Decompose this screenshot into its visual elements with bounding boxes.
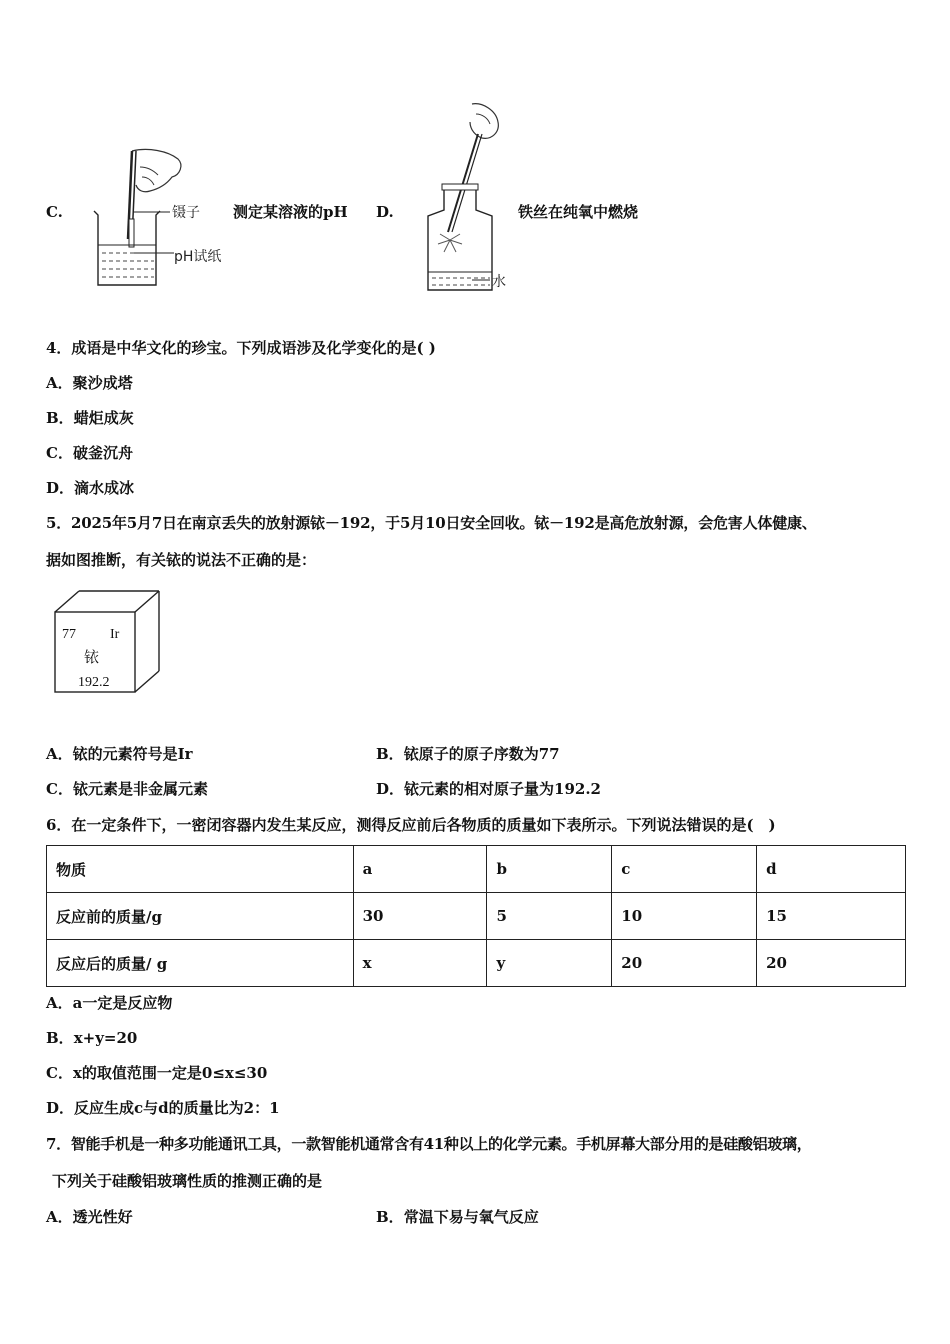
tweezers-label: 镊子	[172, 205, 200, 221]
q5-option-a: A．铱的元素符号是Ir	[46, 745, 193, 763]
table-cell: 反应后的质量/ g	[47, 940, 354, 987]
q5-option-d: D．铱元素的相对原子量为192.2	[376, 780, 601, 798]
table-header-cell: c	[612, 846, 757, 893]
q5-stem-line1: 5．2025年5月7日在南京丢失的放射源铱－192，于5月10日安全回收。铱－192是高危放射源，会危害人体健康、	[46, 514, 817, 532]
table-row	[47, 940, 906, 987]
water-label: 水	[492, 274, 506, 290]
table-header-cell: d	[757, 846, 906, 893]
q6-option-c: C．x的取值范围一定是0≤x≤30	[46, 1064, 268, 1082]
q6-option-a: A．a一定是反应物	[46, 994, 173, 1012]
q6-option-d: D．反应生成c与d的质量比为2：1	[46, 1099, 280, 1117]
table-cell: y	[487, 940, 612, 987]
q7-option-a: A．透光性好	[46, 1208, 133, 1226]
q6-stem: 6．在一定条件下，一密闭容器内发生某反应，测得反应前后各物质的质量如下表所示。下列说法错误的是( )	[46, 816, 776, 834]
q5-option-b: B．铱原子的原子序数为77	[376, 745, 560, 763]
q7-stem-line2: 下列关于硅酸铝玻璃性质的推测正确的是	[52, 1172, 323, 1190]
table-header-cell: 物质	[47, 846, 354, 893]
q4-option-b: B．蜡炬成灰	[46, 409, 134, 427]
q4-option-c: C．破釜沉舟	[46, 444, 133, 462]
table-cell: 30	[353, 893, 487, 940]
ph-paper-label: pH试纸	[174, 249, 222, 265]
ph-test-figure	[88, 145, 238, 290]
table-row	[47, 893, 906, 940]
q5-option-c: C．铱元素是非金属元素	[46, 780, 208, 798]
table-cell: 20	[757, 940, 906, 987]
q5-stem-line2: 据如图推断，有关铱的说法不正确的是：	[46, 551, 317, 569]
element-name: 铱	[84, 648, 100, 666]
q4-stem: 4．成语是中华文化的珍宝。下列成语涉及化学变化的是( )	[46, 339, 436, 357]
q3-option-d-label: D.	[376, 203, 394, 221]
table-cell: 10	[612, 893, 757, 940]
table-cell: 15	[757, 893, 906, 940]
iron-burning-figure	[420, 100, 520, 295]
element-mass: 192.2	[78, 675, 110, 690]
q4-option-d: D．滴水成冰	[46, 479, 135, 497]
table-cell: 20	[612, 940, 757, 987]
element-symbol: Ir	[110, 627, 120, 642]
q7-stem-line1: 7．智能手机是一种多功能通讯工具，一款智能机通常含有41种以上的化学元素。手机屏幕大部分用的是硅酸铝玻璃，	[46, 1135, 812, 1153]
table-header-cell: b	[487, 846, 612, 893]
q3-option-c-label: C.	[46, 203, 63, 221]
q6-option-b: B．x+y=20	[46, 1029, 138, 1047]
table-header-row	[47, 846, 906, 893]
q7-option-b: B．常温下易与氧气反应	[376, 1208, 539, 1226]
table-cell: 反应前的质量/g	[47, 893, 354, 940]
q4-option-a: A．聚沙成塔	[46, 374, 133, 392]
q3-option-d-text: 铁丝在纯氧中燃烧	[518, 203, 639, 221]
element-number: 77	[62, 627, 76, 642]
table-cell: 5	[487, 893, 612, 940]
table-header-cell: a	[353, 846, 487, 893]
mass-table	[46, 845, 906, 987]
q3-option-c-text: 测定某溶液的pH	[233, 203, 348, 221]
element-card-figure	[52, 588, 164, 696]
table-cell: x	[353, 940, 487, 987]
